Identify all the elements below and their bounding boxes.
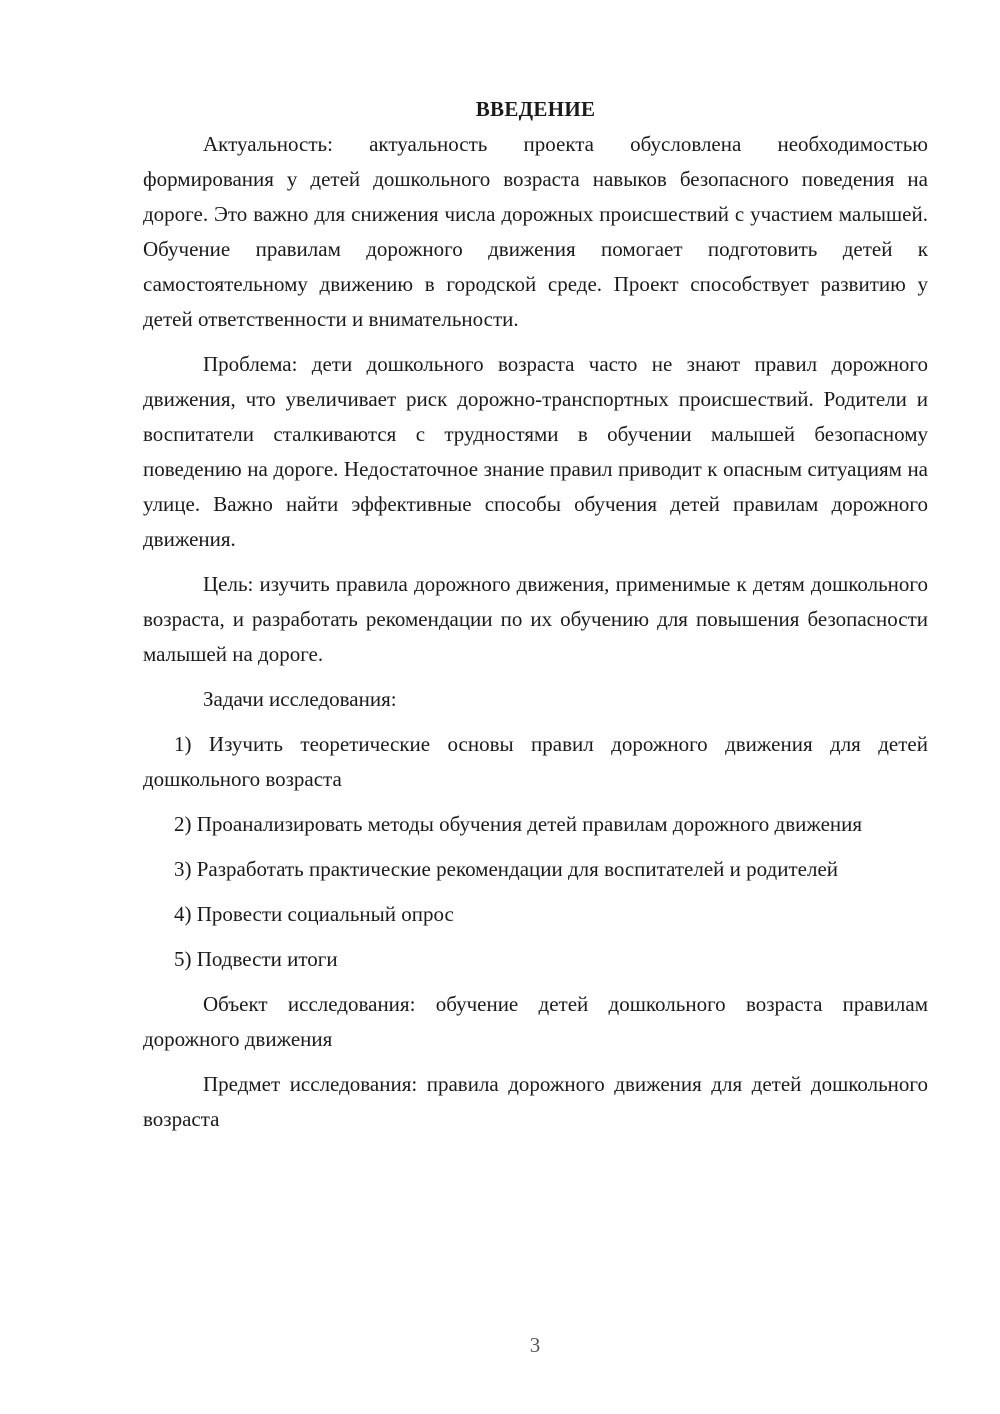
task-item: 5) Подвести итоги: [174, 947, 338, 971]
task-item: 2) Проанализировать методы обучения детей правилам дорожного движения: [174, 812, 863, 836]
paragraph-object: Объект исследования: обучение детей дошкольного возраста правилам дорожного движения: [143, 992, 928, 1051]
paragraph-subject: Предмет исследования: правила дорожного движения для детей дошкольного возраста: [143, 1072, 928, 1131]
tasks-heading: Задачи исследования:: [203, 687, 397, 711]
paragraph-relevance: Актуальность: актуальность проекта обусловлена необходимостью формирования у детей дошкольного возраста навыков безопасного поведения на дороге. Это важно для снижения числа дорожных происшествий с участием малышей. Обучение правилам дорожного движения помогает подготовить детей к самостоятельному движению в городской среде. Проект способствует развитию у детей ответственности и внимательности.: [143, 132, 928, 331]
document-page: [143, 92, 928, 1147]
task-item: 3) Разработать практические рекомендации для воспитателей и родителей: [174, 857, 839, 881]
paragraph-problem: Проблема: дети дошкольного возраста часто не знают правил дорожного движения, что увеличивает риск дорожно-транспортных происшествий. Родители и воспитатели сталкиваются с трудностями в обучении малышей безопасному поведению на дороге. Недостаточное знание правил приводит к опасным ситуациям на улице. Важно найти эффективные способы обучения детей правилам дорожного движения.: [143, 352, 928, 551]
section-title: ВВЕДЕНИЕ: [475, 97, 596, 121]
task-item: 1) Изучить теоретические основы правил дорожного движения для детей дошкольного возраста: [143, 732, 928, 791]
task-item: 4) Провести социальный опрос: [174, 902, 454, 926]
page-number: 3: [529, 1333, 541, 1357]
paragraph-goal: Цель: изучить правила дорожного движения, применимые к детям дошкольного возраста, и разработать рекомендации по их обучению для повышения безопасности малышей на дороге.: [143, 572, 928, 666]
